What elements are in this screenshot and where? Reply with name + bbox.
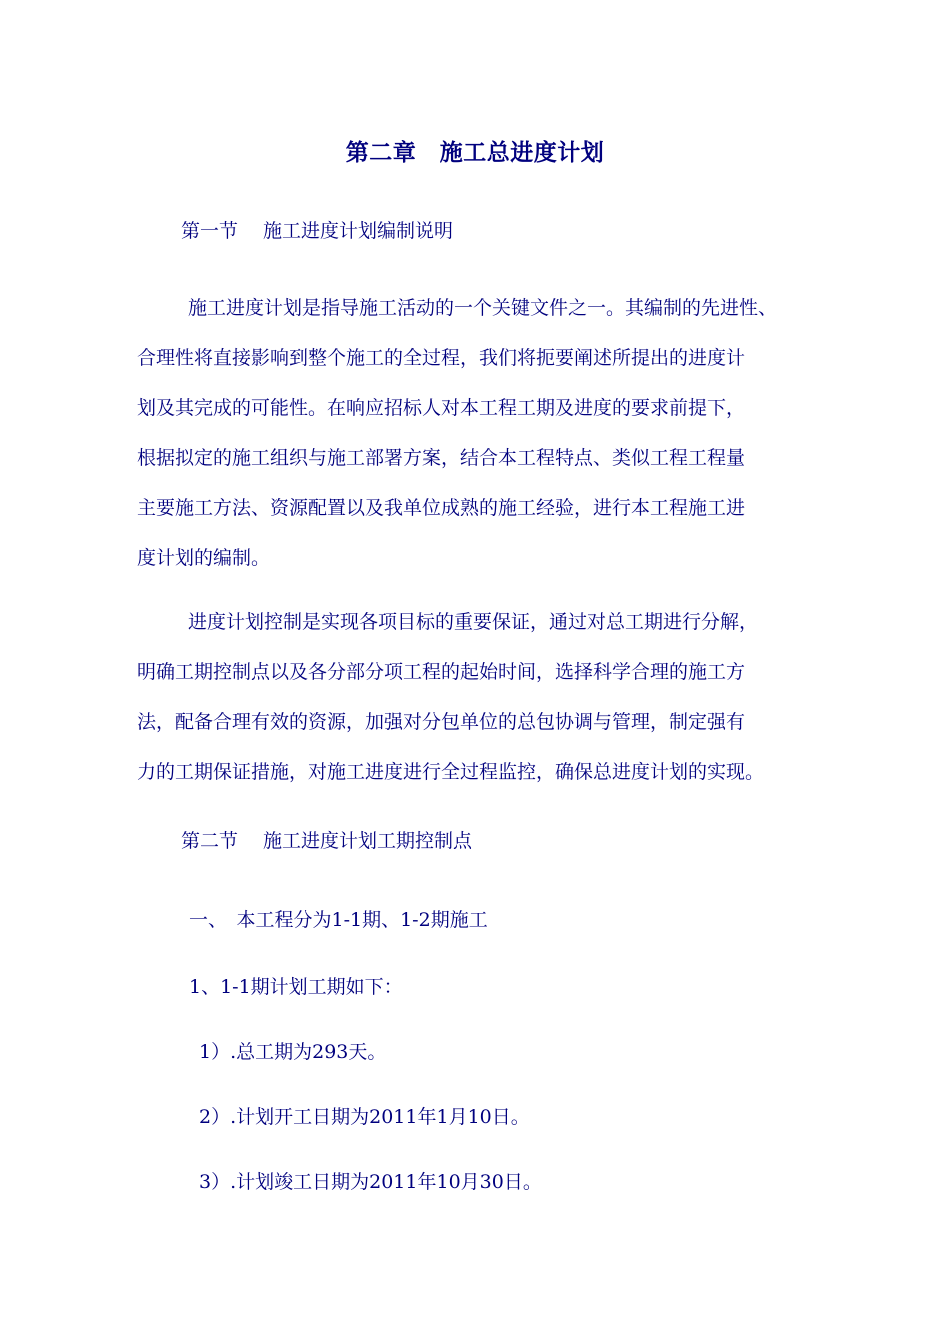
paragraph-line: 根据拟定的施工组织与施工部署方案，结合本工程特点、类似工程工程量	[137, 447, 746, 469]
paragraph-line: 划及其完成的可能性。在响应招标人对本工程工期及进度的要求前提下，	[137, 397, 746, 419]
list-item: 1）.总工期为293天。	[199, 1041, 387, 1063]
chapter-title: 第二章 施工总进度计划	[345, 140, 605, 166]
paragraph-line: 力的工期保证措施，对施工进度进行全过程监控，确保总进度计划的实现。	[137, 761, 765, 783]
paragraph-1	[137, 283, 877, 583]
paragraph-line: 明确工期控制点以及各分部分项工程的起始时间，选择科学合理的施工方	[137, 661, 746, 683]
list-title: 1、1-1期计划工期如下：	[189, 976, 403, 998]
section-heading-1: 第一节 施工进度计划编制说明	[181, 220, 454, 242]
paragraph-line: 合理性将直接影响到整个施工的全过程，我们将扼要阐述所提出的进度计	[137, 347, 746, 369]
paragraph-line: 法，配备合理有效的资源，加强对分包单位的总包协调与管理，制定强有	[137, 711, 746, 733]
paragraph-2	[137, 597, 877, 797]
subheading: 一、 本工程分为1-1期、1-2期施工	[189, 909, 488, 931]
paragraph-line: 进度计划控制是实现各项目标的重要保证，通过对总工期进行分解，	[188, 611, 759, 633]
paragraph-line: 度计划的编制。	[137, 547, 271, 569]
paragraph-line: 主要施工方法、资源配置以及我单位成熟的施工经验，进行本工程施工进	[137, 497, 746, 519]
section-heading-2: 第二节 施工进度计划工期控制点	[181, 830, 473, 852]
list-item: 2）.计划开工日期为2011年1月10日。	[199, 1106, 530, 1128]
list-item: 3）.计划竣工日期为2011年10月30日。	[199, 1171, 542, 1193]
paragraph-line: 施工进度计划是指导施工活动的一个关键文件之一。其编制的先进性、	[188, 297, 778, 319]
